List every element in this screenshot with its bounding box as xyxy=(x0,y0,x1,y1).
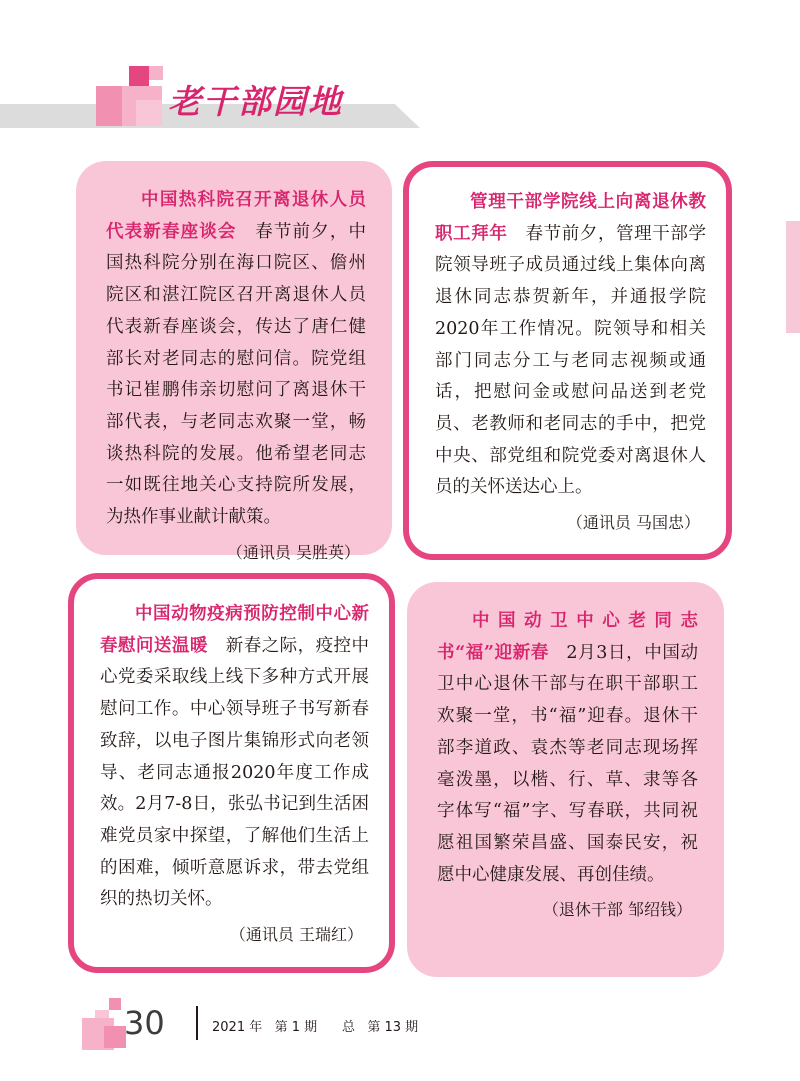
column-title: 老干部园地 xyxy=(168,82,343,121)
footer-decoration-square xyxy=(104,1026,126,1048)
article-byline: （通讯员 马国忠） xyxy=(566,513,700,533)
article-byline: （通讯员 王瑞红） xyxy=(229,925,363,945)
article-body: 春节前夕，中国热科院分别在海口院区、儋州院区和湛江院区召开离退休人员代表新春座谈会，传达了唐仁健部长对老同志的慰问信。院党组书记崔鹏伟亲切慰问了离退休干部代表，与老同志欢聚一堂，畅谈热科院的发展。他希望老同志一如既往地关心支持院所发展，为热作事业献计献策。 xyxy=(106,221,367,528)
issue-info: 2021 年 第 1 期 总 第 13 期 xyxy=(212,1020,419,1035)
article-box xyxy=(68,573,395,973)
article-paragraph xyxy=(106,185,366,534)
article-body: 新春之际，疫控中心党委采取线上线下多种方式开展慰问工作。中心领导班子书写新春致辞，以电子图片集锦形式向老领导、老同志通报2020年度工作成效。2月7-8日，张弘书记到生活困难党员家中探望，了解他们生活上的困难，倾听意愿诉求，带去党组织的热切关怀。 xyxy=(100,635,370,910)
article-box xyxy=(403,161,732,560)
header-decoration-square xyxy=(136,100,162,126)
article-body: 2月3日，中国动卫中心退休干部与在职干部职工欢聚一堂，书“福”迎春。退休干部李道政、袁杰等老同志现场挥毫泼墨，以楷、行、草、隶等各字体写“福”字、写春联，共同祝愿祖国繁荣昌盛、国泰民安，祝愿中心健康发展、再创佳绩。 xyxy=(437,642,698,885)
article-title: 管理干部学院线上向离退休教职工拜年 xyxy=(435,192,706,244)
article-title: 中国动物疫病预防控制中心新春慰问送温暖 xyxy=(100,604,369,656)
article-paragraph xyxy=(435,187,706,504)
article-paragraph xyxy=(437,606,698,891)
article-box xyxy=(76,161,392,562)
header-decoration-square xyxy=(149,66,163,80)
footer-decoration-square xyxy=(109,998,121,1010)
page-number: 30 xyxy=(124,1004,165,1042)
article-title: 中国热科院召开离退休人员代表新春座谈会 xyxy=(106,190,366,242)
header-decoration-square xyxy=(129,66,149,86)
article-byline: （退休干部 邹绍钱） xyxy=(542,900,692,920)
article-title: 中国动卫中心老同志书“福”迎新春 xyxy=(437,611,698,663)
article-paragraph xyxy=(100,599,369,916)
side-tab xyxy=(786,221,800,333)
article-box xyxy=(407,582,724,977)
article-byline: （通讯员 吴胜英） xyxy=(226,542,360,562)
article-body: 春节前夕，管理干部学院领导班子成员通过线上集体向离退休同志恭贺新年，并通报学院2020年工作情况。院领导和相关部门同志分工与老同志视频或通话，把慰问金或慰问品送到老党员、老教师和老同志的手中，把党中央、部党组和院党委对离退休人员的关怀送达心上。 xyxy=(435,223,707,498)
footer-divider xyxy=(196,1006,198,1040)
